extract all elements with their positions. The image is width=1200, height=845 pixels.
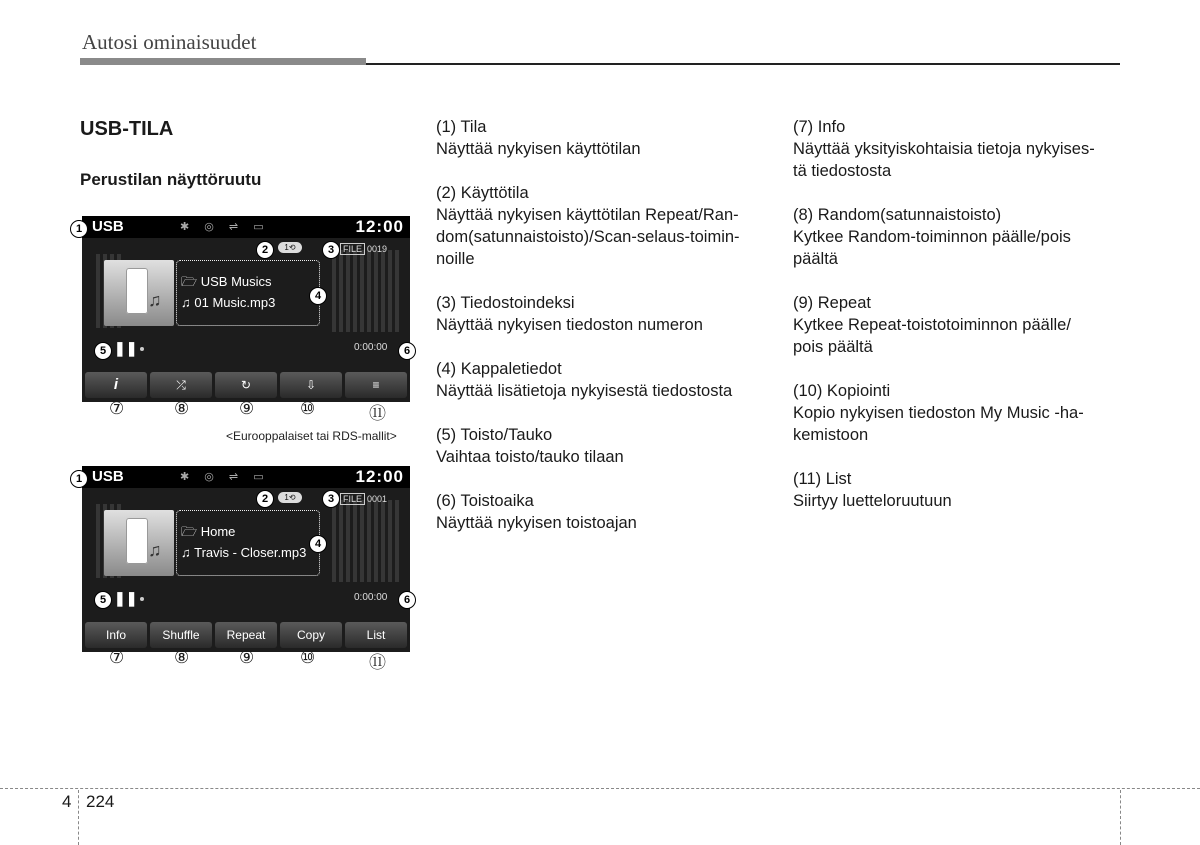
desc-item: (11) List Siirtyy luetteloruutuun: [793, 470, 952, 510]
callout-9: ⑨: [239, 648, 255, 667]
page-number: 224: [86, 792, 115, 811]
description-column-right: [793, 116, 1123, 534]
callout-1: 1: [70, 220, 88, 238]
callout-3: 3: [322, 490, 340, 508]
section-header: Autosi ominaisuudet: [82, 30, 257, 54]
list-button[interactable]: List: [345, 622, 407, 648]
play-time: 0:00:00: [354, 592, 388, 603]
note-icon: ♫: [181, 545, 195, 560]
callout-5: 5: [94, 342, 112, 360]
description-column-middle: [436, 116, 766, 556]
folder-icon: 🗁: [181, 524, 201, 539]
progress-indicator: [140, 347, 144, 351]
repeat-button[interactable]: Repeat: [215, 622, 277, 648]
info-button[interactable]: i: [85, 372, 147, 398]
page-subtitle: Perustilan näyttöruutu: [80, 170, 262, 189]
callout-9: ⑨: [239, 399, 255, 418]
usb-screen-icons: [82, 216, 410, 402]
repeat-mode-icon: 1⟲: [278, 492, 302, 503]
play-time: 0:00:00: [354, 342, 388, 353]
button-row: [82, 370, 410, 400]
progress-indicator: [140, 597, 144, 601]
callout-6: 6: [398, 591, 416, 609]
track-row: ♫ Travis - Closer.mp3: [181, 545, 307, 560]
usb-screen-text: [82, 466, 410, 652]
callout-11: ⑪: [369, 653, 386, 672]
pause-icon[interactable]: ❚❚: [114, 590, 138, 606]
page-title: USB-TILA: [80, 118, 174, 140]
status-bar: [82, 466, 410, 488]
usb-album-art: [104, 260, 174, 326]
info-button[interactable]: Info: [85, 622, 147, 648]
callout-3: 3: [322, 241, 340, 259]
desc-item: (8) Random(satunnaistoisto) Kytkee Random-toiminnon päälle/pois päältä: [793, 206, 1071, 268]
status-icons: ✱ ◎ ⇌ ▭: [180, 221, 270, 233]
desc-item: (10) Kopiointi Kopio nykyisen tiedoston My Music -ha- kemistoon: [793, 382, 1084, 444]
folder-row: 🗁 USB Musics: [181, 274, 272, 289]
pause-icon[interactable]: ❚❚: [114, 340, 138, 356]
mode-label: USB: [92, 218, 124, 235]
desc-item: (6) Toistoaika Näyttää nykyisen toistoajan: [436, 492, 637, 532]
callout-4: 4: [309, 535, 327, 553]
note-icon: ♫: [181, 295, 195, 310]
callout-1: 1: [70, 470, 88, 488]
file-index: FILE 0019: [340, 244, 387, 254]
callout-10: ⑩: [300, 399, 316, 418]
chapter-number: 4: [62, 792, 72, 811]
callout-7: ⑦: [109, 648, 125, 667]
equalizer-decor-right: [332, 500, 402, 582]
button-row: [82, 620, 410, 650]
track-info-box: [176, 260, 320, 326]
file-index: FILE 0001: [340, 494, 387, 504]
callout-2: 2: [256, 490, 274, 508]
callout-6: 6: [398, 342, 416, 360]
callout-11: ⑪: [369, 404, 386, 423]
callout-7: ⑦: [109, 399, 125, 418]
footer-rule: [0, 788, 1200, 789]
clock: 12:00: [355, 217, 404, 236]
footer-divider: [78, 790, 79, 845]
copy-button[interactable]: ⇩: [280, 372, 342, 398]
callout-8: ⑧: [174, 648, 190, 667]
callout-10: ⑩: [300, 648, 316, 667]
callout-8: ⑧: [174, 399, 190, 418]
callout-2: 2: [256, 241, 274, 259]
status-icons: ✱ ◎ ⇌ ▭: [180, 471, 270, 483]
footer-divider: [1120, 790, 1121, 845]
desc-item: (2) Käyttötila Näyttää nykyisen käyttötilan Repeat/Ran- dom(satunnaistoisto)/Scan-selaus-toimin- noille: [436, 184, 740, 268]
header-rule: [366, 63, 1120, 65]
shuffle-button[interactable]: Shuffle: [150, 622, 212, 648]
folder-icon: 🗁: [181, 274, 201, 289]
copy-button[interactable]: Copy: [280, 622, 342, 648]
music-note-icon: ♫: [148, 540, 162, 560]
usb-album-art: [104, 510, 174, 576]
header-bar: [80, 58, 366, 65]
desc-item: (9) Repeat Kytkee Repeat-toistotoiminnon päälle/ pois päältä: [793, 294, 1071, 356]
desc-item: (7) Info Näyttää yksityiskohtaisia tietoja nykyises- tä tiedostosta: [793, 118, 1095, 180]
equalizer-decor-right: [332, 250, 402, 332]
clock: 12:00: [355, 467, 404, 486]
callout-4: 4: [309, 287, 327, 305]
status-bar: [82, 216, 410, 238]
list-button[interactable]: ≡: [345, 372, 407, 398]
track-info-box: [176, 510, 320, 576]
repeat-mode-icon: 1⟲: [278, 242, 302, 253]
usb-stick-icon: [126, 518, 148, 564]
repeat-button[interactable]: ↻: [215, 372, 277, 398]
shuffle-button[interactable]: ⤮: [150, 372, 212, 398]
callout-5: 5: [94, 591, 112, 609]
folder-row: 🗁 Home: [181, 524, 236, 539]
usb-stick-icon: [126, 268, 148, 314]
music-note-icon: ♫: [148, 290, 162, 310]
screen-caption: <Eurooppalaiset tai RDS-mallit>: [226, 429, 397, 443]
mode-label: USB: [92, 468, 124, 485]
track-row: ♫ 01 Music.mp3: [181, 295, 276, 310]
desc-item: (1) Tila Näyttää nykyisen käyttötilan: [436, 118, 641, 158]
desc-item: (4) Kappaletiedot Näyttää lisätietoja nykyisestä tiedostosta: [436, 360, 733, 400]
desc-item: (3) Tiedostoindeksi Näyttää nykyisen tiedoston numeron: [436, 294, 703, 334]
desc-item: (5) Toisto/Tauko Vaihtaa toisto/tauko tilaan: [436, 426, 624, 466]
